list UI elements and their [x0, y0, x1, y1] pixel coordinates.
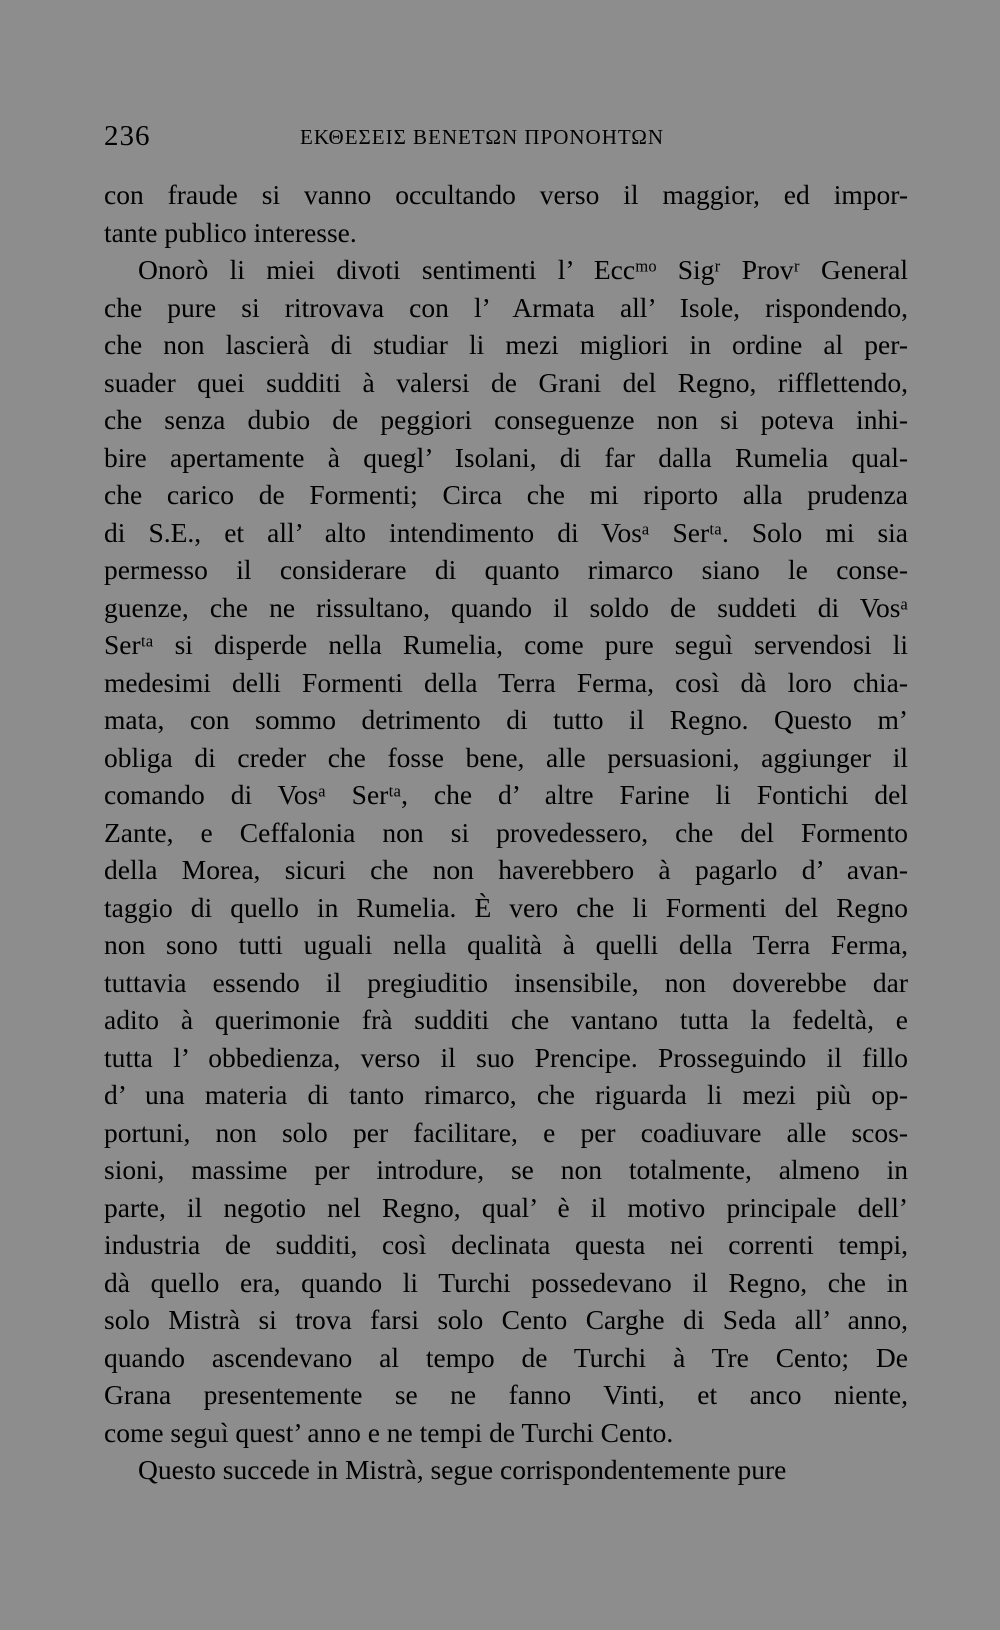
text-line: obliga di creder che fosse bene, alle persuasioni, aggiunger il: [104, 741, 908, 773]
text-line: medesimi delli Formenti della Terra Ferma, così dà loro chia-: [104, 666, 908, 698]
text-line: sioni, massime per introdure, se non totalmente, almeno in: [104, 1154, 908, 1185]
text-line: che pure si ritrovava con l’ Armata all’ Isole, rispondendo,: [104, 291, 908, 323]
page-number: 236: [104, 120, 151, 152]
text-line: come seguì quest’ anno e ne tempi de Turchi Cento.: [104, 1416, 674, 1448]
text-line: permesso il considerare di quanto rimarco siano le conse-: [104, 554, 908, 585]
text-line: Questo succede in Mistrà, segue corrispondentemente pure: [138, 1454, 787, 1485]
text-line: bire apertamente à quegl’ Isolani, di far dalla Rumelia qual-: [104, 441, 908, 473]
text-line: che non lascierà di studiar li mezi migliori in ordine al per-: [104, 329, 908, 360]
text-line: non sono tutti uguali nella qualità à quelli della Terra Ferma,: [104, 929, 908, 960]
text-line: adito à querimonie frà sudditi che vantano tutta la fedeltà, e: [104, 1004, 908, 1035]
body-text: [104, 176, 908, 1489]
text-line: comando di Vosᵃ Serᵗᵃ, che d’ altre Farine li Fontichi del: [104, 779, 908, 810]
text-line: tuttavia essendo il pregiuditio insensibile, non doverebbe dar: [104, 966, 908, 998]
text-line: suader quei sudditi à valersi de Grani del Regno, rifflettendo,: [104, 366, 908, 398]
text-line: che carico de Formenti; Circa che mi riporto alla prudenza: [104, 479, 908, 510]
text-line: portuni, non solo per facilitare, e per coadiuvare alle scos-: [104, 1116, 908, 1148]
text-line: dà quello era, quando li Turchi possedevano il Regno, che in: [104, 1266, 908, 1298]
text-line: d’ una materia di tanto rimarco, che riguarda li mezi più op-: [104, 1079, 908, 1110]
page-header: [104, 120, 908, 160]
text-line: Serᵗᵃ si disperde nella Rumelia, come pure seguì servendosi li: [104, 629, 908, 660]
text-line: solo Mistrà si trova farsi solo Cento Carghe di Seda all’ anno,: [104, 1304, 908, 1335]
text-line: Onorò li miei divoti sentimenti l’ Eccᵐᵒ Sigʳ Provʳ General: [138, 254, 908, 285]
text-line: con fraude si vanno occultando verso il maggior, ed impor-: [104, 179, 908, 210]
text-line: Zante, e Ceffalonia non si provedessero, che del Formento: [104, 816, 908, 848]
running-title: ΕΚΘΕΣΕΙΣ ΒΕΝΕΤΩΝ ΠΡΟΝΟΗΤΩΝ: [300, 125, 665, 149]
text-line: industria de sudditi, così declinata questa nei correnti tempi,: [104, 1229, 908, 1260]
text-line: mata, con sommo detrimento di tutto il Regno. Questo m’: [104, 704, 908, 735]
text-line: di S.E., et all’ alto intendimento di Vosᵃ Serᵗᵃ. Solo mi sia: [104, 516, 908, 548]
text-line: che senza dubio de peggiori conseguenze non si poteva inhi-: [104, 404, 908, 435]
text-line: della Morea, sicuri che non haverebbero à pagarlo d’ avan-: [104, 854, 908, 885]
text-line: taggio di quello in Rumelia. È vero che li Formenti del Regno: [104, 891, 908, 923]
text-line: parte, il negotio nel Regno, qual’ è il motivo principale dell’: [104, 1191, 908, 1223]
text-line: tutta l’ obbedienza, verso il suo Prencipe. Prosseguindo il fillo: [104, 1041, 908, 1073]
text-line: quando ascendevano al tempo de Turchi à Tre Cento; De: [104, 1341, 908, 1373]
text-line: Grana presentemente se ne fanno Vinti, et anco niente,: [104, 1379, 908, 1410]
text-line: guenze, che ne rissultano, quando il soldo de suddeti di Vosᵃ: [104, 591, 908, 623]
text-line: tante publico interesse.: [104, 216, 357, 248]
